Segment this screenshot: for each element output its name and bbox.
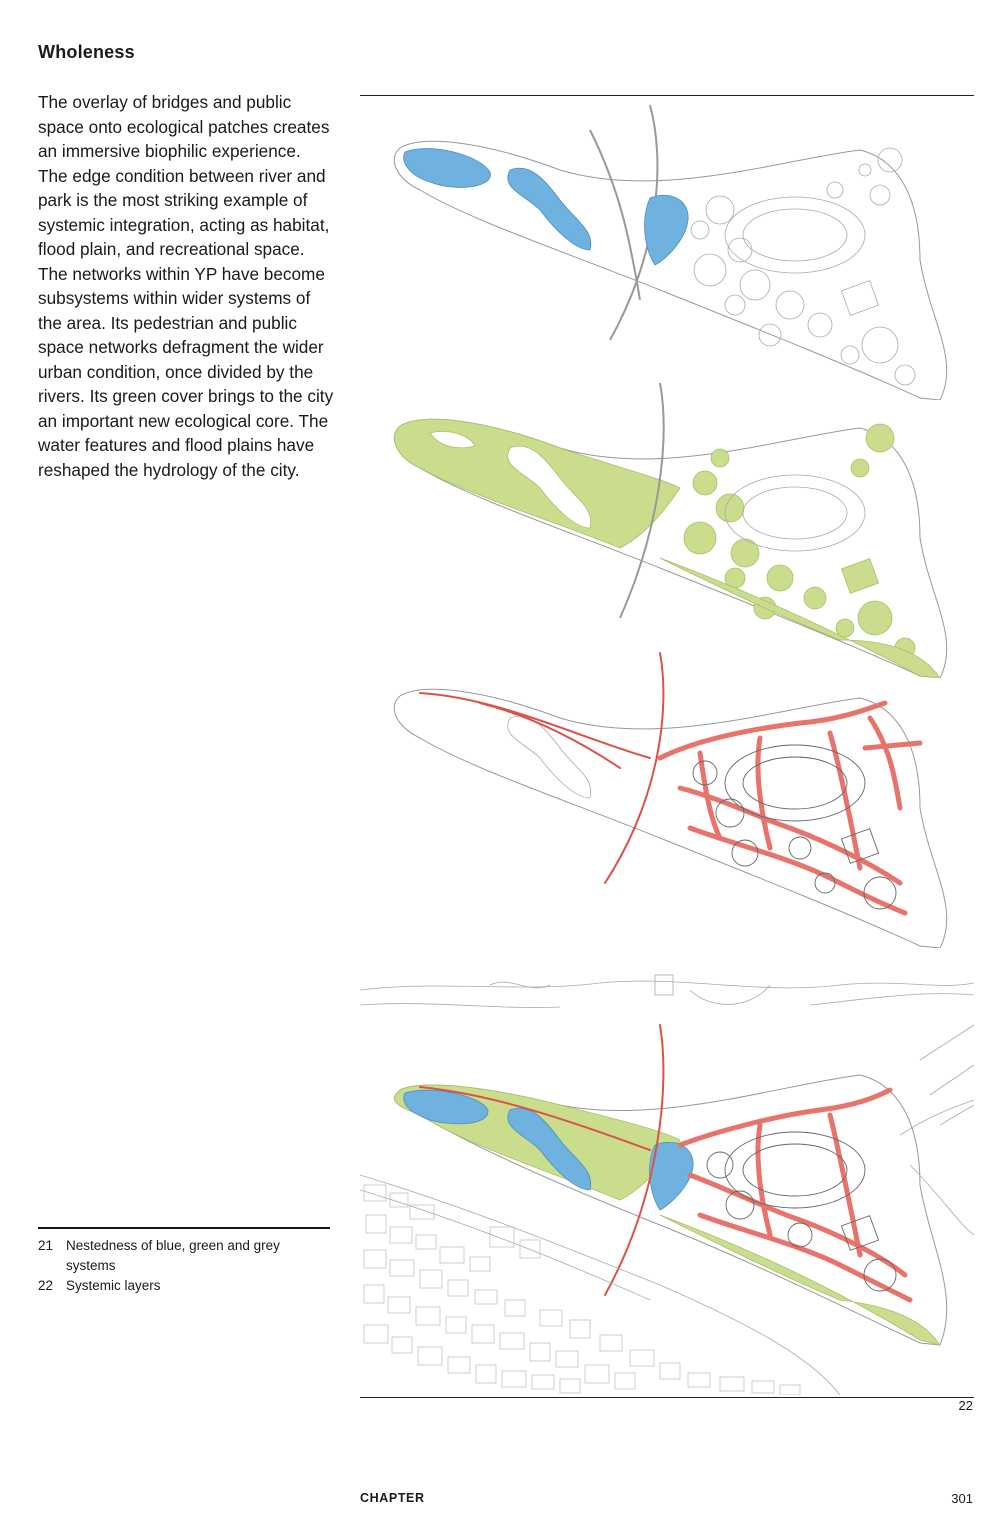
footer-chapter-label: CHAPTER [360, 1491, 425, 1505]
map-blue-system [360, 100, 974, 400]
caption-number: 22 [38, 1278, 54, 1293]
footer-page-number: 301 [951, 1491, 973, 1506]
figure-bottom-rule [360, 1397, 974, 1398]
caption-rule [38, 1227, 330, 1229]
figure-top-rule [360, 95, 974, 96]
map-combined-layers [360, 965, 974, 1395]
caption-number: 21 [38, 1238, 54, 1253]
section-heading: Wholeness [38, 42, 135, 62]
caption-item [38, 1236, 330, 1276]
caption-text: Nestedness of blue, green and grey systems [66, 1238, 280, 1273]
map-green-system [360, 378, 974, 678]
figure-captions [38, 1236, 330, 1296]
map-grey-system [360, 648, 974, 948]
caption-text: Systemic layers [66, 1278, 161, 1293]
caption-item [38, 1276, 330, 1296]
body-paragraph-block [38, 90, 334, 482]
figure-number: 22 [958, 1398, 973, 1413]
body-paragraph: The overlay of bridges and public space onto ecological patches creates an immersive biophilic experience. The edge condition between river and park is the most striking example of systemic integration, acting as habitat, flood plain, and recreational space. The networks within YP have become subsystems within wider systems of the area. Its pedestrian and public space networks defragment the wider urban condition, once divided by the rivers. Its green cover brings to the city an important new ecological core. The water features and flood plains have reshaped the hydrology of the city. [38, 92, 334, 480]
